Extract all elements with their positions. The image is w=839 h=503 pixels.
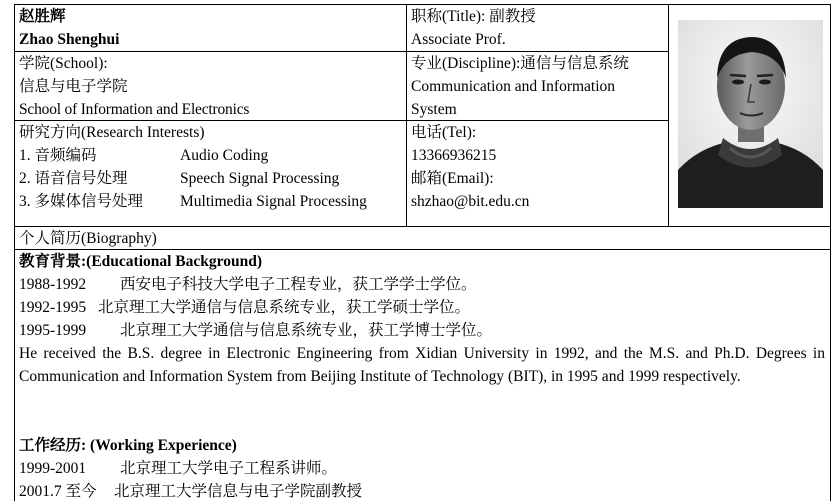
email-value[interactable]: shzhao@bit.edu.cn: [411, 193, 530, 210]
portrait-image: [678, 20, 823, 208]
column-divider-1: [406, 4, 407, 226]
discipline-english-line2: System: [411, 101, 457, 118]
education-item-2-text: 北京理工大学通信与信息系统专业，获工学硕士学位。: [98, 299, 471, 316]
education-heading: 教育背景:(Educational Background): [19, 253, 263, 270]
biography-label: 个人简历(Biography): [19, 230, 157, 247]
education-item-3-years: 1995-1999: [19, 322, 87, 339]
research-item-2-en: Speech Signal Processing: [180, 170, 340, 187]
column-divider-2: [668, 4, 669, 226]
school-label: 学院(School):: [19, 55, 108, 72]
work-item-1-text: 北京理工大学电子工程系讲师。: [120, 460, 338, 477]
education-item-2-years: 1992-1995: [19, 299, 87, 316]
email-label: 邮箱(Email):: [411, 170, 494, 187]
discipline-label: 专业(Discipline):通信与信息系统: [411, 55, 629, 72]
work-item-2-years: 2001.7 至今: [19, 483, 97, 500]
education-paragraph: He received the B.S. degree in Electronic Engineering from Xidian University in 1992, and the M.S. and Ph.D. Degrees in Communication and Information System from Beijing Institute of Technology (BIT), in 1995 and 1999 respectively.: [19, 345, 825, 385]
name-chinese: 赵胜辉: [19, 8, 66, 25]
discipline-english-line1: Communication and Information: [411, 78, 616, 95]
school-name-english: School of Information and Electronics: [19, 101, 250, 118]
education-item-1-text: 西安电子科技大学电子工程专业，获工学学士学位。: [120, 276, 477, 293]
research-item-3-cn: 3. 多媒体信号处理: [19, 193, 144, 210]
work-heading: 工作经历: (Working Experience): [19, 437, 237, 454]
research-item-1-en: Audio Coding: [180, 147, 269, 164]
table-border-left: [14, 4, 15, 501]
portrait-photo: [678, 20, 823, 208]
tel-value: 13366936215: [411, 147, 497, 164]
work-item-2-text: 北京理工大学信息与电子学院副教授: [114, 483, 363, 500]
research-label: 研究方向(Research Interests): [19, 124, 205, 141]
table-border-right: [830, 4, 831, 501]
education-item-1-years: 1988-1992: [19, 276, 87, 293]
education-item-3-text: 北京理工大学通信与信息系统专业，获工学博士学位。: [120, 322, 493, 339]
name-english: Zhao Shenghui: [19, 31, 120, 48]
title-label: 职称(Title): 副教授: [411, 8, 536, 25]
work-item-1-years: 1999-2001: [19, 460, 87, 477]
research-item-1-cn: 1. 音频编码: [19, 147, 97, 164]
tel-label: 电话(Tel):: [411, 124, 477, 141]
research-item-2-cn: 2. 语音信号处理: [19, 170, 128, 187]
research-item-3-en: Multimedia Signal Processing: [180, 193, 367, 210]
school-name-chinese: 信息与电子学院: [19, 78, 128, 95]
title-english: Associate Prof.: [411, 31, 506, 48]
